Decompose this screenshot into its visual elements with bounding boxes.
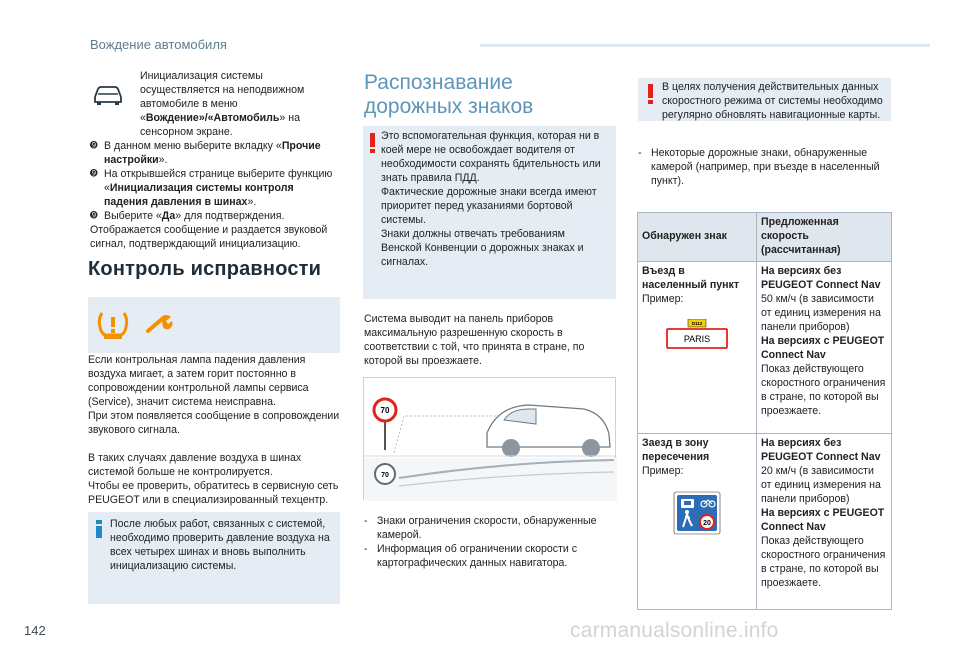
list-item: - Информация об ограничении скорости с картографических данных навигатора. [364,542,578,569]
list-item: - Некоторые дорожные знаки, обнаруженные камерой (например, при въезде в населенный пункт). [638,147,880,187]
intro-paragraph: Инициализация системы осуществляется на неподвижном автомобиле в меню «Вождение»/«Автомобиль» на сенсорном экране. [140,70,305,138]
cameras-note [638,147,893,189]
step-item: ➒ На открывшейся странице выберите функцию «Инициализация системы контроля падения давления в шинах». [90,167,333,208]
watermark: carmanualsonline.info [570,619,779,642]
warning-lamps-box [88,297,340,353]
table-row [638,261,892,433]
control-paragraph-2: В таких случаях давление воздуха в шинах системой больше не контролируется. Чтобы ее проверить, обратитесь в сервисную сеть PEUGEOT или в специализированный техцентр. [88,452,339,506]
warning-box-maps: В целях получения действительных данных скоростного режима от системы необходимо регулярно обновлять навигационные карты. [638,78,891,121]
car-icon [92,82,124,106]
info-text: После любых работ, связанных с системой, необходимо проверить давление воздуха на всех четырех шинах и вновь выполнить инициализацию системы. [110,518,330,572]
system-paragraph: Система выводит на панель приборов максимальную разрешенную скорость в соответствии с той, что принята в стране, по которой вы проезжаете. [364,313,585,367]
road-sign-speed: 70 [380,406,390,415]
step-marker-icon: ➒ [90,140,98,150]
table-cell: На версиях без PEUGEOT Connect Nav 20 км/ч (в зависимости от единиц измерения на панели приборов) На версиях с PEUGEOT Connect Nav Показ действующего скоростного ограничения в стране, по которой вы проезжаете. [757,433,892,609]
recognition-illustration [363,377,616,500]
zone-entry-sign [673,491,721,535]
table-cell: Въезд в населенный пункт Пример: D112 PARIS [638,261,757,433]
header-rule [480,44,930,47]
svg-text:PARIS: PARIS [683,333,711,344]
control-heading: Контроль исправности [88,258,322,280]
steps-confirmation: Отображается сообщение и раздается звуковой сигнал, подтверждающий инициализацию. [90,223,328,250]
warning-icon [370,133,375,153]
info-icon [96,520,102,538]
section-title: Вождение автомобиля [90,37,227,52]
table-header: Обнаружен знак [638,213,757,262]
step-item: ➒ В данном меню выберите вкладку «Прочие настройки». [90,140,321,166]
warning-icon [648,84,653,104]
service-wrench-icon [144,313,174,335]
list-item: - Знаки ограничения скорости, обнаруженные камерой. [364,515,597,541]
table-cell: На версиях без PEUGEOT Connect Nav 50 км/ч (в зависимости от единиц измерения на панели приборов) На версиях с PEUGEOT Connect Nav Показ действующего скоростного ограничения в стране, по которой вы проезжаете. [757,261,892,433]
car-with-sign-illustration [364,378,617,501]
signs-heading: Распознавание дорожных знаков [364,71,534,118]
step-marker-icon: ➒ [90,167,98,178]
table-row [638,433,892,609]
city-entry-sign [666,319,728,349]
steps-list [90,140,340,252]
info-box [88,512,340,604]
step-marker-icon: ➒ [90,209,98,220]
svg-text:20: 20 [703,519,711,527]
page-number: 142 [24,623,46,638]
tyre-pressure-icon [96,309,130,341]
display-speed: 70 [381,472,389,479]
signs-table [637,212,892,610]
step-item: ➒ Выберите «Да» для подтверждения. [90,209,285,222]
table-header: Предложенная скорость (рассчитанная) [757,213,892,262]
svg-text:D112: D112 [691,320,703,326]
warning-box: Это вспомогательная функция, которая ни в коей мере не освобождает водителя от необходимости сохранять бдительность или знать правила ПДД. Фактические дорожные знаки всегда имеют приоритет перед указаниями бортовой системы. Знаки должны отвечать требованиям Венской Конвенции о дорожных знаках и сигналах. [363,126,616,299]
table-cell: Заезд в зону пересечения Пример: 20 [638,433,757,609]
sources-list [364,515,619,571]
control-paragraph: Если контрольная лампа падения давления воздуха мигает, а затем горит постоянно в сопровождении контрольной лампы сервиса (Service), значит система неисправна. При этом появляется сообщение в сопровождении звукового сигнала. [88,354,340,436]
